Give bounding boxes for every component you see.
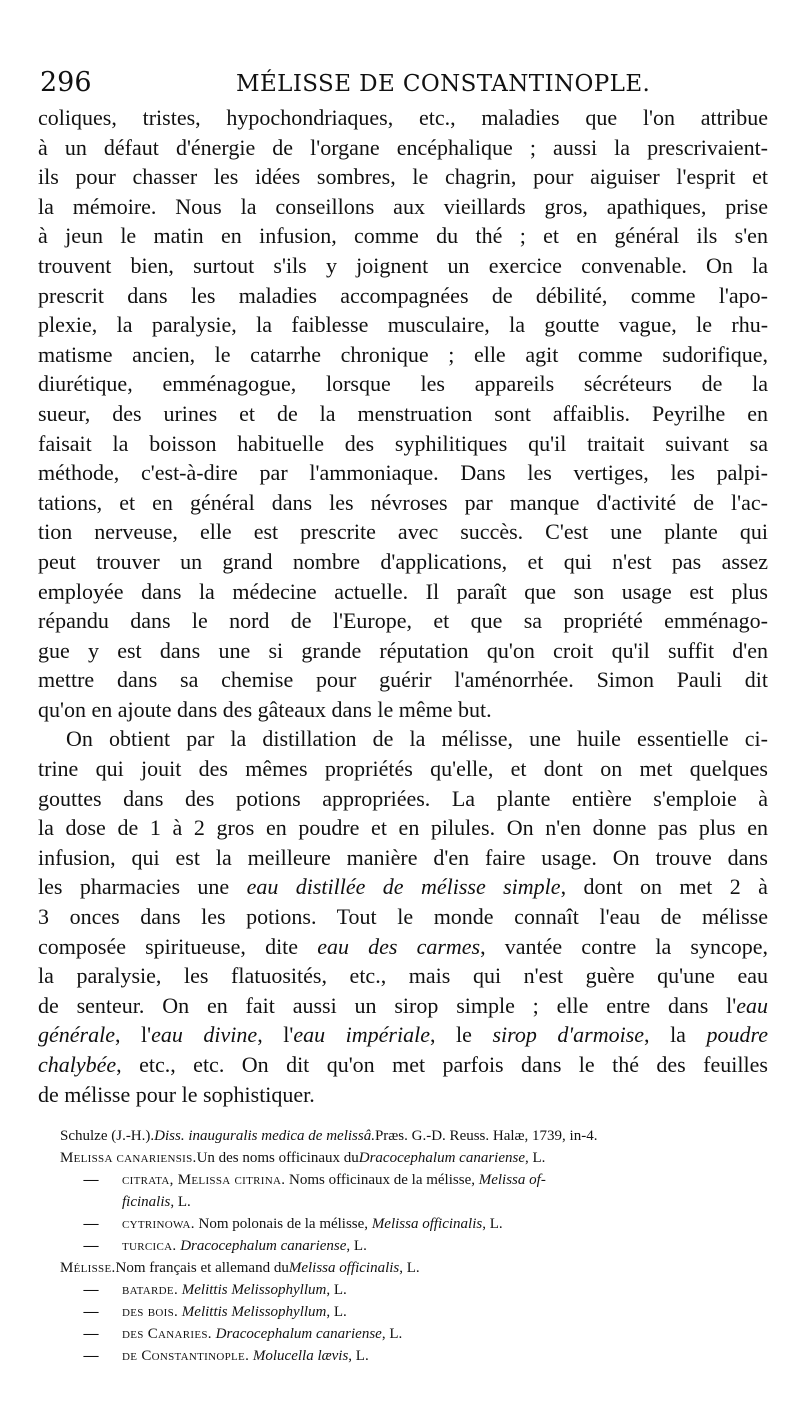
text-line: trouvent bien, surtout s'ils y joignent un exercice convenable. On la bbox=[38, 252, 769, 278]
text-line: coliques, tristes, hypochondriaques, etc., maladies que l'on attribue bbox=[38, 105, 768, 130]
note-melissa-canariensis bbox=[60, 1147, 766, 1169]
italic-term: eau divine bbox=[151, 1022, 258, 1048]
text-line bbox=[38, 991, 768, 1021]
text-segment: , dont on met 2 à bbox=[560, 874, 768, 900]
note-dash: — bbox=[83, 1216, 99, 1232]
note-italic: Melittis Melissophyllum bbox=[178, 1282, 327, 1298]
text-segment: , l' bbox=[257, 1022, 294, 1048]
text-segment: composée spiritueuse, dite bbox=[38, 933, 318, 959]
note-term: turcica. bbox=[122, 1238, 177, 1254]
note-term: batarde. bbox=[122, 1282, 178, 1298]
note-dash: — bbox=[83, 1282, 99, 1298]
text-line: matisme ancien, le catarrhe chronique ; elle agit comme sudorifique, bbox=[38, 341, 769, 367]
note-text: Un des noms officinaux du bbox=[196, 1150, 359, 1166]
note-italic: Melittis Melissophyllum bbox=[178, 1304, 327, 1320]
note-text: Præs. G.-D. Reuss. Halæ, 1739, in-4. bbox=[374, 1128, 598, 1144]
note-italic: ficinalis bbox=[122, 1194, 171, 1210]
italic-term: eau bbox=[736, 992, 769, 1018]
note-text: Schulze (J.-H.). bbox=[60, 1128, 155, 1144]
note-dash: — bbox=[83, 1304, 99, 1320]
note-text: , L. bbox=[170, 1194, 191, 1210]
text-line: gue y est dans une si grande réputation qu'on croit qu'il suffit d'en bbox=[38, 637, 769, 663]
note-text: Noms officinaux de la mélisse, bbox=[285, 1172, 479, 1188]
note-text: , L. bbox=[348, 1348, 369, 1364]
note-term: cytrinowa. bbox=[122, 1216, 195, 1232]
note-italic: Molucella lævis bbox=[249, 1348, 349, 1364]
text-line bbox=[38, 932, 768, 962]
note-head: Melissa bbox=[60, 1150, 113, 1166]
note-text: Nom français et allemand du bbox=[115, 1260, 289, 1276]
text-segment: , etc., etc. On dit qu'on met parfois dans le thé des feuilles bbox=[116, 1052, 768, 1077]
text-line: qu'on en ajoute dans des gâteaux dans le même but. bbox=[38, 696, 492, 722]
note-melisse-de-constantinople bbox=[60, 1345, 766, 1367]
note-italic: Melissa officinalis bbox=[371, 1216, 483, 1232]
note-head: Mélisse. bbox=[60, 1260, 116, 1276]
text-line: plexie, la paralysie, la faiblesse musculaire, la goutte vague, le rhu- bbox=[38, 312, 769, 338]
text-line: 3 onces dans les potions. Tout le monde connaît l'eau de mélisse bbox=[38, 904, 769, 930]
note-italic: Melissa of- bbox=[478, 1172, 546, 1188]
note-text: , L. bbox=[482, 1216, 503, 1232]
note-melissa-cytrinowa bbox=[60, 1213, 766, 1235]
text-line: diurétique, emménagogue, lorsque les appareils sécréteurs de la bbox=[38, 371, 768, 397]
note-melisse-des-canaries bbox=[60, 1323, 766, 1345]
page-number: 296 bbox=[40, 67, 92, 98]
body-text bbox=[38, 103, 768, 1109]
text-line: peut trouver un grand nombre d'applications, et qui n'est pas assez bbox=[38, 548, 769, 574]
text-line: à un défaut d'énergie de l'organe encéphalique ; aussi la prescrivaient- bbox=[38, 134, 769, 160]
text-line: prescrit dans les maladies accompagnées de débilité, comme l'apo- bbox=[38, 282, 768, 308]
text-line: de mélisse pour le sophistiquer. bbox=[38, 1081, 315, 1107]
italic-term: générale bbox=[38, 1022, 115, 1048]
text-line bbox=[38, 1020, 768, 1050]
note-italic: Melissa officinalis bbox=[288, 1260, 400, 1276]
text-segment: , le bbox=[429, 1022, 493, 1048]
note-melisse-des-bois bbox=[60, 1301, 766, 1323]
note-dash: — bbox=[83, 1172, 99, 1188]
note-italic: Dracocephalum canariense bbox=[211, 1326, 382, 1342]
note-melissa-turcica bbox=[60, 1235, 766, 1257]
note-text: , L. bbox=[346, 1238, 367, 1254]
text-line: employée dans la médecine actuelle. Il paraît que son usage est plus bbox=[38, 578, 768, 604]
note-continuation bbox=[60, 1191, 766, 1213]
text-segment: de senteur. On en fait aussi un sirop simple ; elle entre dans l' bbox=[38, 992, 737, 1018]
note-italic: Diss. inauguralis medica de melissâ. bbox=[154, 1128, 375, 1144]
note-text: , L. bbox=[381, 1326, 403, 1342]
note-term: citrata, Melissa citrina. bbox=[122, 1172, 286, 1188]
italic-term: eau des carmes bbox=[317, 933, 481, 959]
text-segment: , la bbox=[644, 1022, 707, 1048]
text-line: à jeun le matin en infusion, comme du thé ; et en général ils s'en bbox=[38, 223, 768, 249]
synonymy-notes bbox=[60, 1125, 766, 1367]
text-line: méthode, c'est-à-dire par l'ammoniaque. Dans les vertiges, les palpi- bbox=[38, 460, 768, 486]
text-line: la dose de 1 à 2 gros en poudre et en pilules. On n'en donne pas plus en bbox=[38, 815, 768, 841]
italic-term: eau distillée de mélisse simple bbox=[246, 874, 561, 900]
note-term: de Constantinople. bbox=[122, 1348, 250, 1364]
text-line: On obtient par la distillation de la mélisse, une huile essentielle ci- bbox=[66, 726, 768, 752]
note-text: Nom polonais de la mélisse, bbox=[194, 1216, 372, 1232]
italic-term: sirop d'armoise bbox=[492, 1022, 645, 1048]
italic-term: chalybée bbox=[38, 1052, 117, 1077]
italic-term: poudre bbox=[706, 1022, 769, 1048]
text-line bbox=[38, 1050, 768, 1080]
text-line: tations, et en général dans les névroses par manque d'activité de l'ac- bbox=[38, 489, 768, 515]
text-line: ils pour chasser les idées sombres, le chagrin, pour aiguiser l'esprit et bbox=[38, 164, 768, 190]
note-term: canariensis. bbox=[116, 1150, 197, 1166]
text-line: infusion, qui est la meilleure manière d'en faire usage. On trouve dans bbox=[38, 844, 768, 870]
text-line: gouttes dans des potions appropriées. La plante entière s'emploie à bbox=[38, 785, 769, 811]
text-line: mettre dans sa chemise pour guérir l'aménorrhée. Simon Pauli dit bbox=[38, 667, 769, 693]
text-line: répandu dans le nord de l'Europe, et que sa propriété emménago- bbox=[38, 608, 768, 634]
page-header bbox=[36, 66, 776, 100]
note-dash: — bbox=[83, 1326, 99, 1342]
note-term: des Canaries. bbox=[122, 1326, 212, 1342]
text-line: faisait la boisson habituelle des syphilitiques qu'il traitait suivant sa bbox=[38, 430, 768, 456]
text-segment: les pharmacies une bbox=[38, 874, 247, 900]
text-line bbox=[38, 872, 768, 902]
note-italic: Dracocephalum canariense bbox=[180, 1238, 347, 1254]
text-segment: , l' bbox=[114, 1022, 152, 1048]
text-line: sueur, des urines et de la menstruation sont affaiblis. Peyrilhe en bbox=[38, 400, 768, 426]
note-text: , L. bbox=[399, 1260, 420, 1276]
paragraph-2 bbox=[38, 724, 768, 1109]
text-line: tion nerveuse, elle est prescrite avec succès. C'est une plante qui bbox=[38, 519, 768, 545]
paragraph-1 bbox=[38, 103, 768, 724]
note-melissa-citrata bbox=[60, 1169, 766, 1191]
note-text: , L. bbox=[326, 1282, 347, 1298]
text-line: la paralysie, les flatuosités, etc., mais qui n'est guère qu'une eau bbox=[38, 963, 768, 989]
note-italic: Dracocephalum canariense bbox=[358, 1150, 525, 1166]
note-melisse-batarde bbox=[60, 1279, 766, 1301]
note-term: des bois. bbox=[122, 1304, 179, 1320]
note-schulze bbox=[60, 1125, 766, 1147]
text-segment: , vantée contre la syncope, bbox=[480, 933, 769, 959]
text-line: trine qui jouit des mêmes propriétés qu'elle, et dont on met quelques bbox=[38, 756, 768, 782]
note-dash: — bbox=[83, 1238, 99, 1254]
note-text: , L. bbox=[326, 1304, 347, 1320]
note-text: , L. bbox=[524, 1150, 546, 1166]
text-line: la mémoire. Nous la conseillons aux vieillards gros, apathiques, prise bbox=[38, 193, 768, 219]
note-melisse bbox=[60, 1257, 766, 1279]
running-title: MÉLISSE DE CONSTANTINOPLE. bbox=[236, 71, 651, 97]
italic-term: eau impériale bbox=[293, 1022, 430, 1048]
note-dash: — bbox=[83, 1348, 99, 1364]
